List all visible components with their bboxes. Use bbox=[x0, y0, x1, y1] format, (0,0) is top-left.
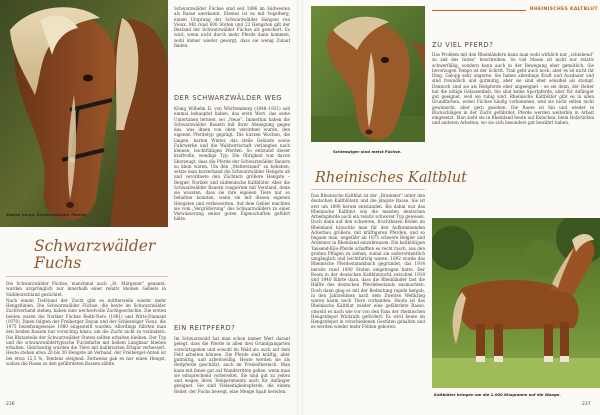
running-head: RHEINISCHES KALTBLUT bbox=[530, 7, 598, 12]
right-page-number: 237 bbox=[582, 402, 591, 407]
kaltblut-image bbox=[432, 218, 600, 388]
left-page-number: 236 bbox=[6, 402, 15, 407]
left-title bbox=[34, 238, 155, 272]
right-col1-text: Das Rheinische Kaltblut ist der „Brummer“ unter den deutschen Kaltblütern und die jüngste Rasse. Sie ist erst um 1890 herum entstanden. Bis dahin war das Rheinische Kaltblut wie die meisten deutschen Arbeitspferde auch ein relativ schwerer Typ gewesen. Doch dann auf den schweren, fruchtbaren Böden im Rheinland brauchte man für den Aufkommenden Ackerbau größere, mit kräftigeren Pferden, und so begann man, ungefähr ab 1875 schwere Belgier und Ardenner in Rheinland einzukreuzen. Die kaltblütigen Tausend-Kilo-Pferde schafften es recht rasch, aus den großen Pflügen zu ziehen, zumal sie außerordentlich umgänglich und leichtfuttrig waren. 1892 wurde das Rheinische Pferdestammbuch gegründet, das 1914 bereits rund 1000 Stuten eingetragen hatte. Der Boom in der deutschen Kaltblutzucht zwischen 1918 und 1940 führte dazu, dass die Rheinländer fast die Hälfte des deutschen Pferdebestands ausmachten. Doch dann ging es mit der Bedeutung rapide bergab, in den Jahrzehnten nach dem Zweiten Weltkrieg waren kaum noch Tiere vorhanden. Heute ist das Rheinische Kaltblut wieder eine gefährdete Rasse, obwohl es nach wie vor von den Fans der rheinischen Hengstdepot Wickrath gefördert. Es wird heute im Hengstdepot in verschiedenen Gestüten gehalten und es werden wieder mehr Fohlen geboren. bbox=[311, 193, 425, 330]
heading-zu-viel-pferd: ZU VIEL PFERD? bbox=[432, 41, 494, 49]
left-col2-text-way: König Wilhelm II. von Württemberg (1848–1921) soll einmal behauptet haben, das erste Wort, das seine Untertanen lernten, sei „Neue“. Immerhin haben die Schwarzwälder Bauern mit ihrer Abneigung gegen das, was ihnen von oben verordnet wurde, den eigenen Pferdetyp geprägt. Die kurzen Wochen, die langen, harten Winter, das steile Gelände sowie Fuhrwerke und die Waldwirtschaft verlangten nach kleinen, leichtfüßigen Pferden. So entstand dieser kraftvolle, wendige Typ. Die Obrigkeit war davon überzeugt, dass die Pferde der Schwarzwälder Bauern zu klein waren. Um den „Mutterstand“ zu beheben, setzte man kurzerhand die Schwarzwälder Hengste ab und verordnete den Züchtern größere Hengste – Belgier, Noriker und süddeutsche Kaltblüter. Aber die Schwarzwälder Bauern reagierten mit Verstand, denn sie wussten, dass sie ihre eigenen Tiere nur so behalten konnten, wenn sie mit diesen eigenen Hengsten und verbesserten. Auf dem Gebiet machten sie vom „Vergrößerung“ des Schwarzwälders zu einer Verwässerung seiner guten Eigenschaften geführt hätte. bbox=[174, 106, 290, 222]
heading-ein-reitpferd: EIN REITPFERD? bbox=[174, 324, 236, 332]
left-title-rule bbox=[6, 276, 168, 277]
left-col2-text-reit: Im Schwarzwald hat man schon immer Wert darauf gelegt, dass die Pferde in allen drei Grundgangarten vorwärtsgehen und sowohl im Wald als auch auf dem Feld arbeiten können. Die Pferde sind kräftig, aber gutmütig, und arbeitswillig. Heute werden sie als Reitpferde geschätzt, auch im Freizeitbereich. Man kann mit ihnen gut auf Wanderritten gehen, wenn man sie entsprechend vorbereitet. Sie sind gut zu reiten und wegen ihres Temperaments auch für Anfänger geeignet. Sie sind Vielseitigkeitspferde, die einem Reiter, der Fuchs bewegt, eine Menge Spaß bereiten. bbox=[174, 336, 290, 394]
schleswiger-photo bbox=[311, 6, 425, 142]
schleswiger-image bbox=[311, 6, 425, 142]
left-title-line1: Schwarzwälder bbox=[34, 237, 156, 255]
fox-horses-photo bbox=[0, 0, 168, 227]
left-col1-text bbox=[6, 281, 166, 399]
book-gutter bbox=[297, 0, 303, 415]
right-bottom-photo-caption: Kaltblüter bringen um die 1.000 Kilogramm auf die Waage. bbox=[434, 392, 561, 397]
heading-schwarzwaelder-weg: DER SCHWARZWÄLDER WEG bbox=[174, 94, 283, 102]
fox-horses-image bbox=[0, 0, 168, 227]
left-col2-text-top: Schwarzwälder Füchse sind seit 1896 im Südwesten als Rasse anerkannt. Ebenso ist es mit Vogelberg, einem Ursprung der Schwarzwälder Hengste von Vieux. Mit rund 600 Stuten und 22 Hengsten gilt der Bestand der Schwarzwälder Füchse als gesichert. Es wird, wenn nicht durch mehr Pferde dann kommen, wohl immer wieder gesorgt, dass sie wenig Zulauf finden. bbox=[174, 6, 290, 48]
kaltblut-photo bbox=[432, 218, 600, 388]
running-head-rule bbox=[432, 10, 526, 11]
left-col1-paragraph: Nach einem Tiefstand der Zucht gibt es mittlerweile wieder mehr Hengstlinien. Die Schwarzwälder Füchse, die heute im Schwarzwälder Zuchtverband stehen, haben eine wechselvolle Zuchtgeschichte. Die ersten beiden waren die Noriker Füchse Reith-Nero (1961) und Wirts-Diamant (1970). Ihnen folgten der Freiberger Dayan und der Schleswiger Vieux, die 1975 beziehungsweise 1980 eingestellt wurden. Allerdings führten man den beiden Rassen nur vorsichtig hinzu, um die Zucht nicht zu verändern. Die Blutanteile der Schwarzwälder Stuten sollten erhalten bleiben. Der Typ und die schwarzwäldertypische Fuchsfarbe mit hellem Langhaar blieben erhalten. Gleichzeitig wurden die Tiere mit kalibrierten Erbgut verbessert. Heute stehen etwa 20 bis 30 Hengste im Verband, der Freiberger-Anteil ist bei etwa 12,5 %, Tendenz steigend. Zeitweise gab es nur einen Hengst, sodass die Rasse zu den gefährdeten Rassen zählte. bbox=[6, 297, 166, 366]
right-title: Rheinisches Kaltblut bbox=[315, 170, 468, 186]
right-top-photo-caption: Schleswiger sind meist Füchse. bbox=[333, 149, 402, 154]
right-col2-text: Das Problem mit den Rheinländern kann man wohl wirklich nur „schiebend“ zu ziel des Gutes“ beschreiben. So viel Masse ist nicht nur relativ schwerfällig, sondern kann auch in der Bewegung eher gemütlich. Sie bevorzugen Tempo ist der Schritt. Trab geht auch noch, aber es ist nicht ihr Ding. Galopp sehr ungerne. Sie haben allerdings Kraft und Ausdauer und sind freundlich und gutmütig, aber sie sind eher sensibel als stumpf. Dennoch sind sie als Reitpferde eher ungeeignet – es sei denn, der Reiter hat die nötige Gelassenheit. Sie sind keine Sportpferde, aber für Anfänger gut geeignet, weil sie ruhig sind. Rheinische Kaltblüter gibt es in allen Grundfarben, wobei Füchse häufig vorkommen, weil sie nicht selten nicht gewünscht, aber gern gesehen. Die Rasse ist hin und wieder in Rückschlägen in der Zucht gefährdet, Pferde werden weiterhin in Arbeit eingesetzt. Man sieht sie in Rheinland heute auf Kutschen, beim Holzrücken und anderen Arbeiten, wo sie sich besonders gut bewährt haben. bbox=[432, 52, 594, 126]
left-title-line2: Fuchs bbox=[34, 254, 82, 272]
right-title-rule bbox=[311, 189, 425, 190]
left-col1-paragraph: Die Schwarzwälder Füchse, manchmal auch „St. Märgener“ genannt, wurden ursprünglich nur innerhalb einer relativ kleinen Gebiets in Süddeutschland gezüchtet. bbox=[6, 281, 166, 297]
left-photo-caption: Starke Jungs: Schwarzwälder Füchse bbox=[6, 212, 87, 217]
